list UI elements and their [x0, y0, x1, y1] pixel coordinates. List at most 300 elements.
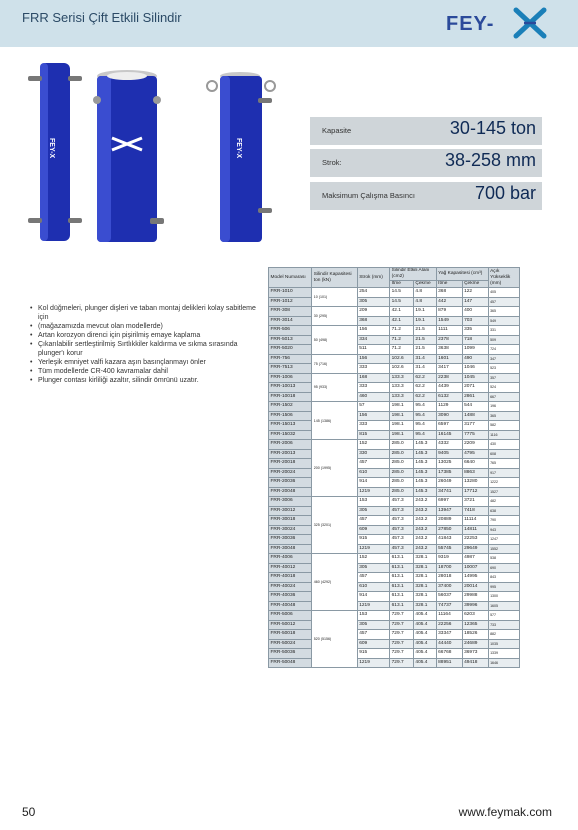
cell-oil-push: 56037 [436, 592, 462, 602]
cell-area-pull: 405.4 [413, 630, 436, 640]
cell-height: 638 [488, 506, 519, 516]
table-row [269, 459, 520, 469]
table-row [269, 449, 520, 459]
cell-oil-push: 3417 [436, 364, 462, 374]
cell-model: FRR-7513 [269, 364, 312, 374]
cell-area-pull: 243.2 [413, 544, 436, 554]
cell-model: FRR-308 [269, 307, 312, 317]
product-photo [20, 58, 305, 253]
cell-oil-push: 442 [436, 297, 462, 307]
cell-height: 667 [488, 392, 519, 402]
page-number: 50 [22, 805, 36, 819]
cell-area-push: 285.0 [390, 478, 414, 488]
cell-oil-pull: 36973 [462, 649, 488, 659]
cell-area-pull: 95.4 [413, 411, 436, 421]
cell-area-push: 613.1 [390, 582, 414, 592]
cell-oil-push: 4439 [436, 383, 462, 393]
cell-area-push: 198.1 [390, 430, 414, 440]
table-row [269, 611, 520, 621]
cell-area-push: 198.1 [390, 411, 414, 421]
table-row [269, 649, 520, 659]
cell-model: FRR-15032 [269, 430, 312, 440]
cell-height: 1339 [488, 649, 519, 659]
cell-oil-push: 6997 [436, 497, 462, 507]
cell-model: FRR-40024 [269, 582, 312, 592]
cell-oil-push: 55745 [436, 544, 462, 554]
cell-oil-push: 44440 [436, 639, 462, 649]
cell-height: 733 [488, 620, 519, 630]
cell-height: 405 [488, 288, 519, 298]
cell-stroke: 915 [357, 535, 389, 545]
cell-height: 608 [488, 449, 519, 459]
cell-area-pull: 328.1 [413, 554, 436, 564]
cell-oil-push: 22256 [436, 620, 462, 630]
table-row [269, 535, 520, 545]
cell-oil-pull: 49418 [462, 658, 488, 668]
header-capacity: Silindir Kapasitesi ton (kN) [312, 268, 357, 288]
cell-stroke: 457 [357, 459, 389, 469]
cell-model: FRR-50024 [269, 639, 312, 649]
cell-oil-pull: 6203 [462, 611, 488, 621]
cell-area-pull: 145.3 [413, 459, 436, 469]
cell-stroke: 156 [357, 326, 389, 336]
table-row [269, 582, 520, 592]
cell-area-push: 613.1 [390, 573, 414, 583]
spec-table [268, 267, 520, 668]
cell-area-pull: 405.4 [413, 611, 436, 621]
cell-area-push: 14.5 [390, 297, 414, 307]
table-row [269, 430, 520, 440]
header-area-push: İtme [390, 281, 414, 288]
spec-stroke-label: Strok: [322, 158, 342, 167]
cell-area-push: 729.7 [390, 639, 414, 649]
feature-item: • Tüm modellerde CR-400 kavramalar dahil [32, 367, 264, 376]
table-row [269, 364, 520, 374]
cell-area-pull: 405.4 [413, 658, 436, 668]
cell-oil-push: 66768 [436, 649, 462, 659]
cell-area-push: 729.7 [390, 649, 414, 659]
cell-height: 1035 [488, 639, 519, 649]
table-row [269, 658, 520, 668]
cell-height: 509 [488, 335, 519, 345]
cell-area-pull: 31.4 [413, 364, 436, 374]
cell-oil-pull: 703 [462, 316, 488, 326]
table-row [269, 373, 520, 383]
cell-area-push: 285.0 [390, 468, 414, 478]
cell-area-push: 457.3 [390, 497, 414, 507]
cell-model: FRR-5013 [269, 335, 312, 345]
cell-height: 690 [488, 563, 519, 573]
cell-area-pull: 145.3 [413, 487, 436, 497]
table-row [269, 506, 520, 516]
cylinder-medium-image [207, 72, 275, 242]
cell-height: 1605 [488, 601, 519, 611]
cell-oil-pull: 544 [462, 402, 488, 412]
cell-stroke: 153 [357, 611, 389, 621]
cell-area-pull: 95.4 [413, 421, 436, 431]
cell-area-push: 729.7 [390, 658, 414, 668]
cell-stroke: 305 [357, 620, 389, 630]
cell-oil-pull: 24689 [462, 639, 488, 649]
cell-stroke: 334 [357, 335, 389, 345]
table-row [269, 468, 520, 478]
table-row [269, 630, 520, 640]
table-row [269, 440, 520, 450]
cell-oil-pull: 11114 [462, 516, 488, 526]
cell-capacity: 200 (1995) [312, 440, 357, 497]
feymak-logo [444, 6, 554, 40]
cell-area-pull: 145.3 [413, 478, 436, 488]
spec-stroke [310, 149, 542, 177]
cell-area-push: 14.5 [390, 288, 414, 298]
cell-oil-push: 1129 [436, 402, 462, 412]
cell-area-push: 71.2 [390, 345, 414, 355]
cell-area-pull: 95.4 [413, 402, 436, 412]
cell-oil-push: 4332 [436, 440, 462, 450]
feature-list [32, 304, 264, 385]
cell-oil-push: 1111 [436, 326, 462, 336]
cell-oil-push: 11164 [436, 611, 462, 621]
cell-stroke: 914 [357, 592, 389, 602]
cell-oil-pull: 3177 [462, 421, 488, 431]
cell-model: FRR-20013 [269, 449, 312, 459]
cell-oil-pull: 718 [462, 335, 488, 345]
cell-oil-push: 6597 [436, 421, 462, 431]
table-row [269, 573, 520, 583]
cell-area-pull: 243.2 [413, 506, 436, 516]
table-row [269, 592, 520, 602]
cell-oil-pull: 1099 [462, 345, 488, 355]
cell-model: FRR-3014 [269, 316, 312, 326]
header-oil-push: İtme [436, 281, 462, 288]
cell-area-pull: 62.2 [413, 383, 436, 393]
cell-oil-push: 74737 [436, 601, 462, 611]
cell-model: FRR-506 [269, 326, 312, 336]
table-row [269, 544, 520, 554]
cell-model: FRR-40036 [269, 592, 312, 602]
cell-area-push: 285.0 [390, 449, 414, 459]
cell-stroke: 460 [357, 392, 389, 402]
cell-oil-pull: 14995 [462, 573, 488, 583]
cell-oil-push: 37400 [436, 582, 462, 592]
header-model: Model Numarası [269, 268, 312, 288]
spec-capacity-label: Kapasite [322, 126, 352, 135]
table-row [269, 554, 520, 564]
cell-area-pull: 21.5 [413, 335, 436, 345]
cell-height: 365 [488, 411, 519, 421]
cell-stroke: 153 [357, 497, 389, 507]
feature-item: • Artan korozyon direnci için pişirilmiş emaye kaplama [32, 331, 264, 340]
table-row [269, 288, 520, 298]
cell-height: 347 [488, 354, 519, 364]
cell-oil-push: 16145 [436, 430, 462, 440]
cell-height: 430 [488, 440, 519, 450]
cylinder-wide-image [93, 70, 164, 242]
cell-area-push: 285.0 [390, 440, 414, 450]
spec-pressure [310, 182, 542, 210]
cell-area-push: 198.1 [390, 421, 414, 431]
cell-area-pull: 243.2 [413, 535, 436, 545]
cell-stroke: 305 [357, 297, 389, 307]
cell-stroke: 610 [357, 468, 389, 478]
cell-area-push: 457.3 [390, 506, 414, 516]
cell-capacity: 75 (716) [312, 354, 357, 373]
cell-oil-pull: 13280 [462, 478, 488, 488]
cell-area-push: 457.3 [390, 544, 414, 554]
cell-oil-push: 6132 [436, 392, 462, 402]
cell-model: FRR-30012 [269, 506, 312, 516]
cell-model: FRR-20024 [269, 468, 312, 478]
cell-oil-pull: 147 [462, 297, 488, 307]
cell-area-push: 133.3 [390, 373, 414, 383]
cell-capacity: 325 (3201) [312, 497, 357, 554]
cell-oil-pull: 29649 [462, 544, 488, 554]
cell-area-push: 133.3 [390, 383, 414, 393]
cell-stroke: 156 [357, 411, 389, 421]
cell-height: 482 [488, 497, 519, 507]
header-oil: Yağ Kapasitesi (cm³) [436, 268, 488, 281]
cell-stroke: 457 [357, 516, 389, 526]
cell-oil-pull: 335 [462, 326, 488, 336]
cell-stroke: 915 [357, 649, 389, 659]
cell-area-push: 102.6 [390, 364, 414, 374]
cell-model: FRR-2006 [269, 440, 312, 450]
cell-stroke: 168 [357, 373, 389, 383]
cell-oil-push: 34741 [436, 487, 462, 497]
cell-capacity: 95 (933) [312, 373, 357, 402]
cell-oil-pull: 7775 [462, 430, 488, 440]
cell-area-push: 457.3 [390, 525, 414, 535]
cell-height: 196 [488, 402, 519, 412]
cell-oil-push: 13947 [436, 506, 462, 516]
cell-height: 843 [488, 573, 519, 583]
cell-height: 538 [488, 554, 519, 564]
cell-model: FRR-30018 [269, 516, 312, 526]
table-row [269, 620, 520, 630]
feature-item: • Kol düğmeleri, plunger dişleri ve taban montaj delikleri kolay sabitleme için [32, 304, 264, 322]
cell-model: FRR-1012 [269, 297, 312, 307]
cell-area-push: 198.1 [390, 402, 414, 412]
cell-height: 331 [488, 326, 519, 336]
cell-height: 943 [488, 525, 519, 535]
cell-area-pull: 4.8 [413, 297, 436, 307]
cell-area-pull: 19.1 [413, 316, 436, 326]
cell-stroke: 1219 [357, 544, 389, 554]
cell-stroke: 254 [357, 288, 389, 298]
cell-area-push: 133.3 [390, 392, 414, 402]
cell-height: 1300 [488, 592, 519, 602]
cell-area-push: 729.7 [390, 630, 414, 640]
cell-oil-push: 41843 [436, 535, 462, 545]
cell-area-pull: 328.1 [413, 601, 436, 611]
cell-capacity: 520 (5156) [312, 611, 357, 668]
cell-capacity: 460 (4292) [312, 554, 357, 611]
cell-oil-push: 1549 [436, 316, 462, 326]
cell-model: FRR-50018 [269, 630, 312, 640]
cell-oil-pull: 3721 [462, 497, 488, 507]
cell-area-pull: 21.5 [413, 345, 436, 355]
cell-area-pull: 328.1 [413, 592, 436, 602]
svg-text:FEY-: FEY- [446, 13, 495, 35]
cell-model: FRR-1006 [269, 373, 312, 383]
cell-oil-pull: 29988 [462, 592, 488, 602]
feature-item: • Yerleşik emniyet valfi kazara aşın basınçlanmayı önler [32, 358, 264, 367]
cell-height: 1527 [488, 487, 519, 497]
cell-model: FRR-1506 [269, 411, 312, 421]
cell-model: FRR-5006 [269, 611, 312, 621]
cell-area-pull: 405.4 [413, 639, 436, 649]
cell-model: FRR-15013 [269, 421, 312, 431]
cell-oil-pull: 2071 [462, 383, 488, 393]
cell-area-pull: 328.1 [413, 582, 436, 592]
cell-stroke: 333 [357, 383, 389, 393]
cell-capacity: 30 (295) [312, 307, 357, 326]
spec-capacity-value: 30-145 ton [449, 118, 536, 138]
cell-stroke: 152 [357, 440, 389, 450]
cell-model: FRR-50012 [269, 620, 312, 630]
cell-model: FRR-20048 [269, 487, 312, 497]
cell-area-push: 71.2 [390, 326, 414, 336]
cell-height: 357 [488, 373, 519, 383]
table-row [269, 307, 520, 317]
cell-oil-pull: 6640 [462, 459, 488, 469]
cell-height: 457 [488, 297, 519, 307]
cell-model: FRR-40048 [269, 601, 312, 611]
header-stroke: Strok (mm) [357, 268, 389, 288]
cell-oil-push: 2238 [436, 373, 462, 383]
cell-oil-pull: 1046 [462, 364, 488, 374]
feature-item: • Çıkarılabilir sertleştirilmiş Sırtlıkkiler kaldırma ve sıkma sırasında plunger'ı korur [32, 340, 264, 358]
cell-oil-push: 33347 [436, 630, 462, 640]
table-row [269, 345, 520, 355]
spec-stroke-value: 38-258 mm [444, 150, 536, 170]
cell-oil-pull: 20014 [462, 582, 488, 592]
cell-oil-pull: 4987 [462, 554, 488, 564]
cell-stroke: 156 [357, 354, 389, 364]
cell-oil-push: 17385 [436, 468, 462, 478]
table-row [269, 421, 520, 431]
cell-oil-pull: 8863 [462, 468, 488, 478]
cell-oil-push: 879 [436, 307, 462, 317]
header-area: Silindir Etkili Alanı (cm2) [390, 268, 437, 281]
cell-stroke: 457 [357, 630, 389, 640]
cell-area-push: 42.1 [390, 307, 414, 317]
cell-height: 1222 [488, 478, 519, 488]
cell-stroke: 333 [357, 364, 389, 374]
cell-oil-push: 2378 [436, 335, 462, 345]
cell-oil-pull: 2209 [462, 440, 488, 450]
cell-model: FRR-40018 [269, 573, 312, 583]
cell-area-pull: 95.4 [413, 430, 436, 440]
cell-height: 549 [488, 316, 519, 326]
cell-stroke: 305 [357, 563, 389, 573]
table-row [269, 316, 520, 326]
table-row [269, 335, 520, 345]
cell-height: 724 [488, 345, 519, 355]
cell-height: 524 [488, 383, 519, 393]
cell-stroke: 511 [357, 345, 389, 355]
cell-model: FRR-30048 [269, 544, 312, 554]
cell-model: FRR-20036 [269, 478, 312, 488]
cell-area-pull: 145.3 [413, 449, 436, 459]
cell-height: 790 [488, 516, 519, 526]
cell-area-pull: 145.3 [413, 468, 436, 478]
table-row [269, 383, 520, 393]
cell-area-pull: 328.1 [413, 563, 436, 573]
table-row [269, 639, 520, 649]
cell-oil-pull: 400 [462, 307, 488, 317]
cell-capacity: 145 (1386) [312, 402, 357, 440]
cell-oil-push: 3638 [436, 345, 462, 355]
cell-height: 1552 [488, 544, 519, 554]
cell-area-push: 285.0 [390, 459, 414, 469]
table-row [269, 516, 520, 526]
cell-area-pull: 328.1 [413, 573, 436, 583]
table-row [269, 525, 520, 535]
cell-area-push: 613.1 [390, 554, 414, 564]
cell-oil-push: 26049 [436, 478, 462, 488]
cell-model: FRR-5020 [269, 345, 312, 355]
cell-height: 765 [488, 459, 519, 469]
svg-text:FEY-X: FEY-X [48, 138, 55, 159]
page-title: FRR Serisi Çift Etkili Silindir [22, 10, 182, 25]
table-row [269, 487, 520, 497]
svg-text:FEY-X: FEY-X [235, 138, 242, 159]
cell-model: FRR-3006 [269, 497, 312, 507]
cell-height: 882 [488, 630, 519, 640]
cell-stroke: 333 [357, 421, 389, 431]
cell-oil-push: 18700 [436, 563, 462, 573]
cell-height: 582 [488, 421, 519, 431]
table-row [269, 354, 520, 364]
cell-oil-pull: 17712 [462, 487, 488, 497]
cell-area-push: 613.1 [390, 592, 414, 602]
cell-height: 1247 [488, 535, 519, 545]
cell-area-pull: 21.5 [413, 326, 436, 336]
cell-stroke: 609 [357, 639, 389, 649]
header-oil-pull: Çekme [462, 281, 488, 288]
cell-area-push: 71.2 [390, 335, 414, 345]
cell-model: FRR-40012 [269, 563, 312, 573]
cell-model: FRR-1010 [269, 288, 312, 298]
cell-model: FRR-30024 [269, 525, 312, 535]
cell-oil-pull: 1045 [462, 373, 488, 383]
cell-area-push: 285.0 [390, 487, 414, 497]
cell-area-push: 457.3 [390, 535, 414, 545]
cell-stroke: 610 [357, 582, 389, 592]
cell-stroke: 209 [357, 307, 389, 317]
cell-capacity: 10 (101) [312, 288, 357, 307]
cell-area-pull: 4.8 [413, 288, 436, 298]
cell-area-push: 729.7 [390, 620, 414, 630]
spec-pressure-value: 700 bar [474, 183, 536, 203]
cell-area-pull: 243.2 [413, 497, 436, 507]
table-row [269, 497, 520, 507]
cell-oil-pull: 10007 [462, 563, 488, 573]
cell-model: FRR-50036 [269, 649, 312, 659]
cell-stroke: 609 [357, 525, 389, 535]
cell-area-push: 457.3 [390, 516, 414, 526]
cell-stroke: 305 [357, 506, 389, 516]
cell-area-push: 613.1 [390, 563, 414, 573]
cell-height: 523 [488, 364, 519, 374]
cell-area-pull: 62.2 [413, 392, 436, 402]
cell-height: 917 [488, 468, 519, 478]
spec-pressure-label: Maksimum Çalışma Basıncı [322, 191, 415, 200]
cell-area-push: 42.1 [390, 316, 414, 326]
cell-area-push: 102.6 [390, 354, 414, 364]
table-row [269, 326, 520, 336]
